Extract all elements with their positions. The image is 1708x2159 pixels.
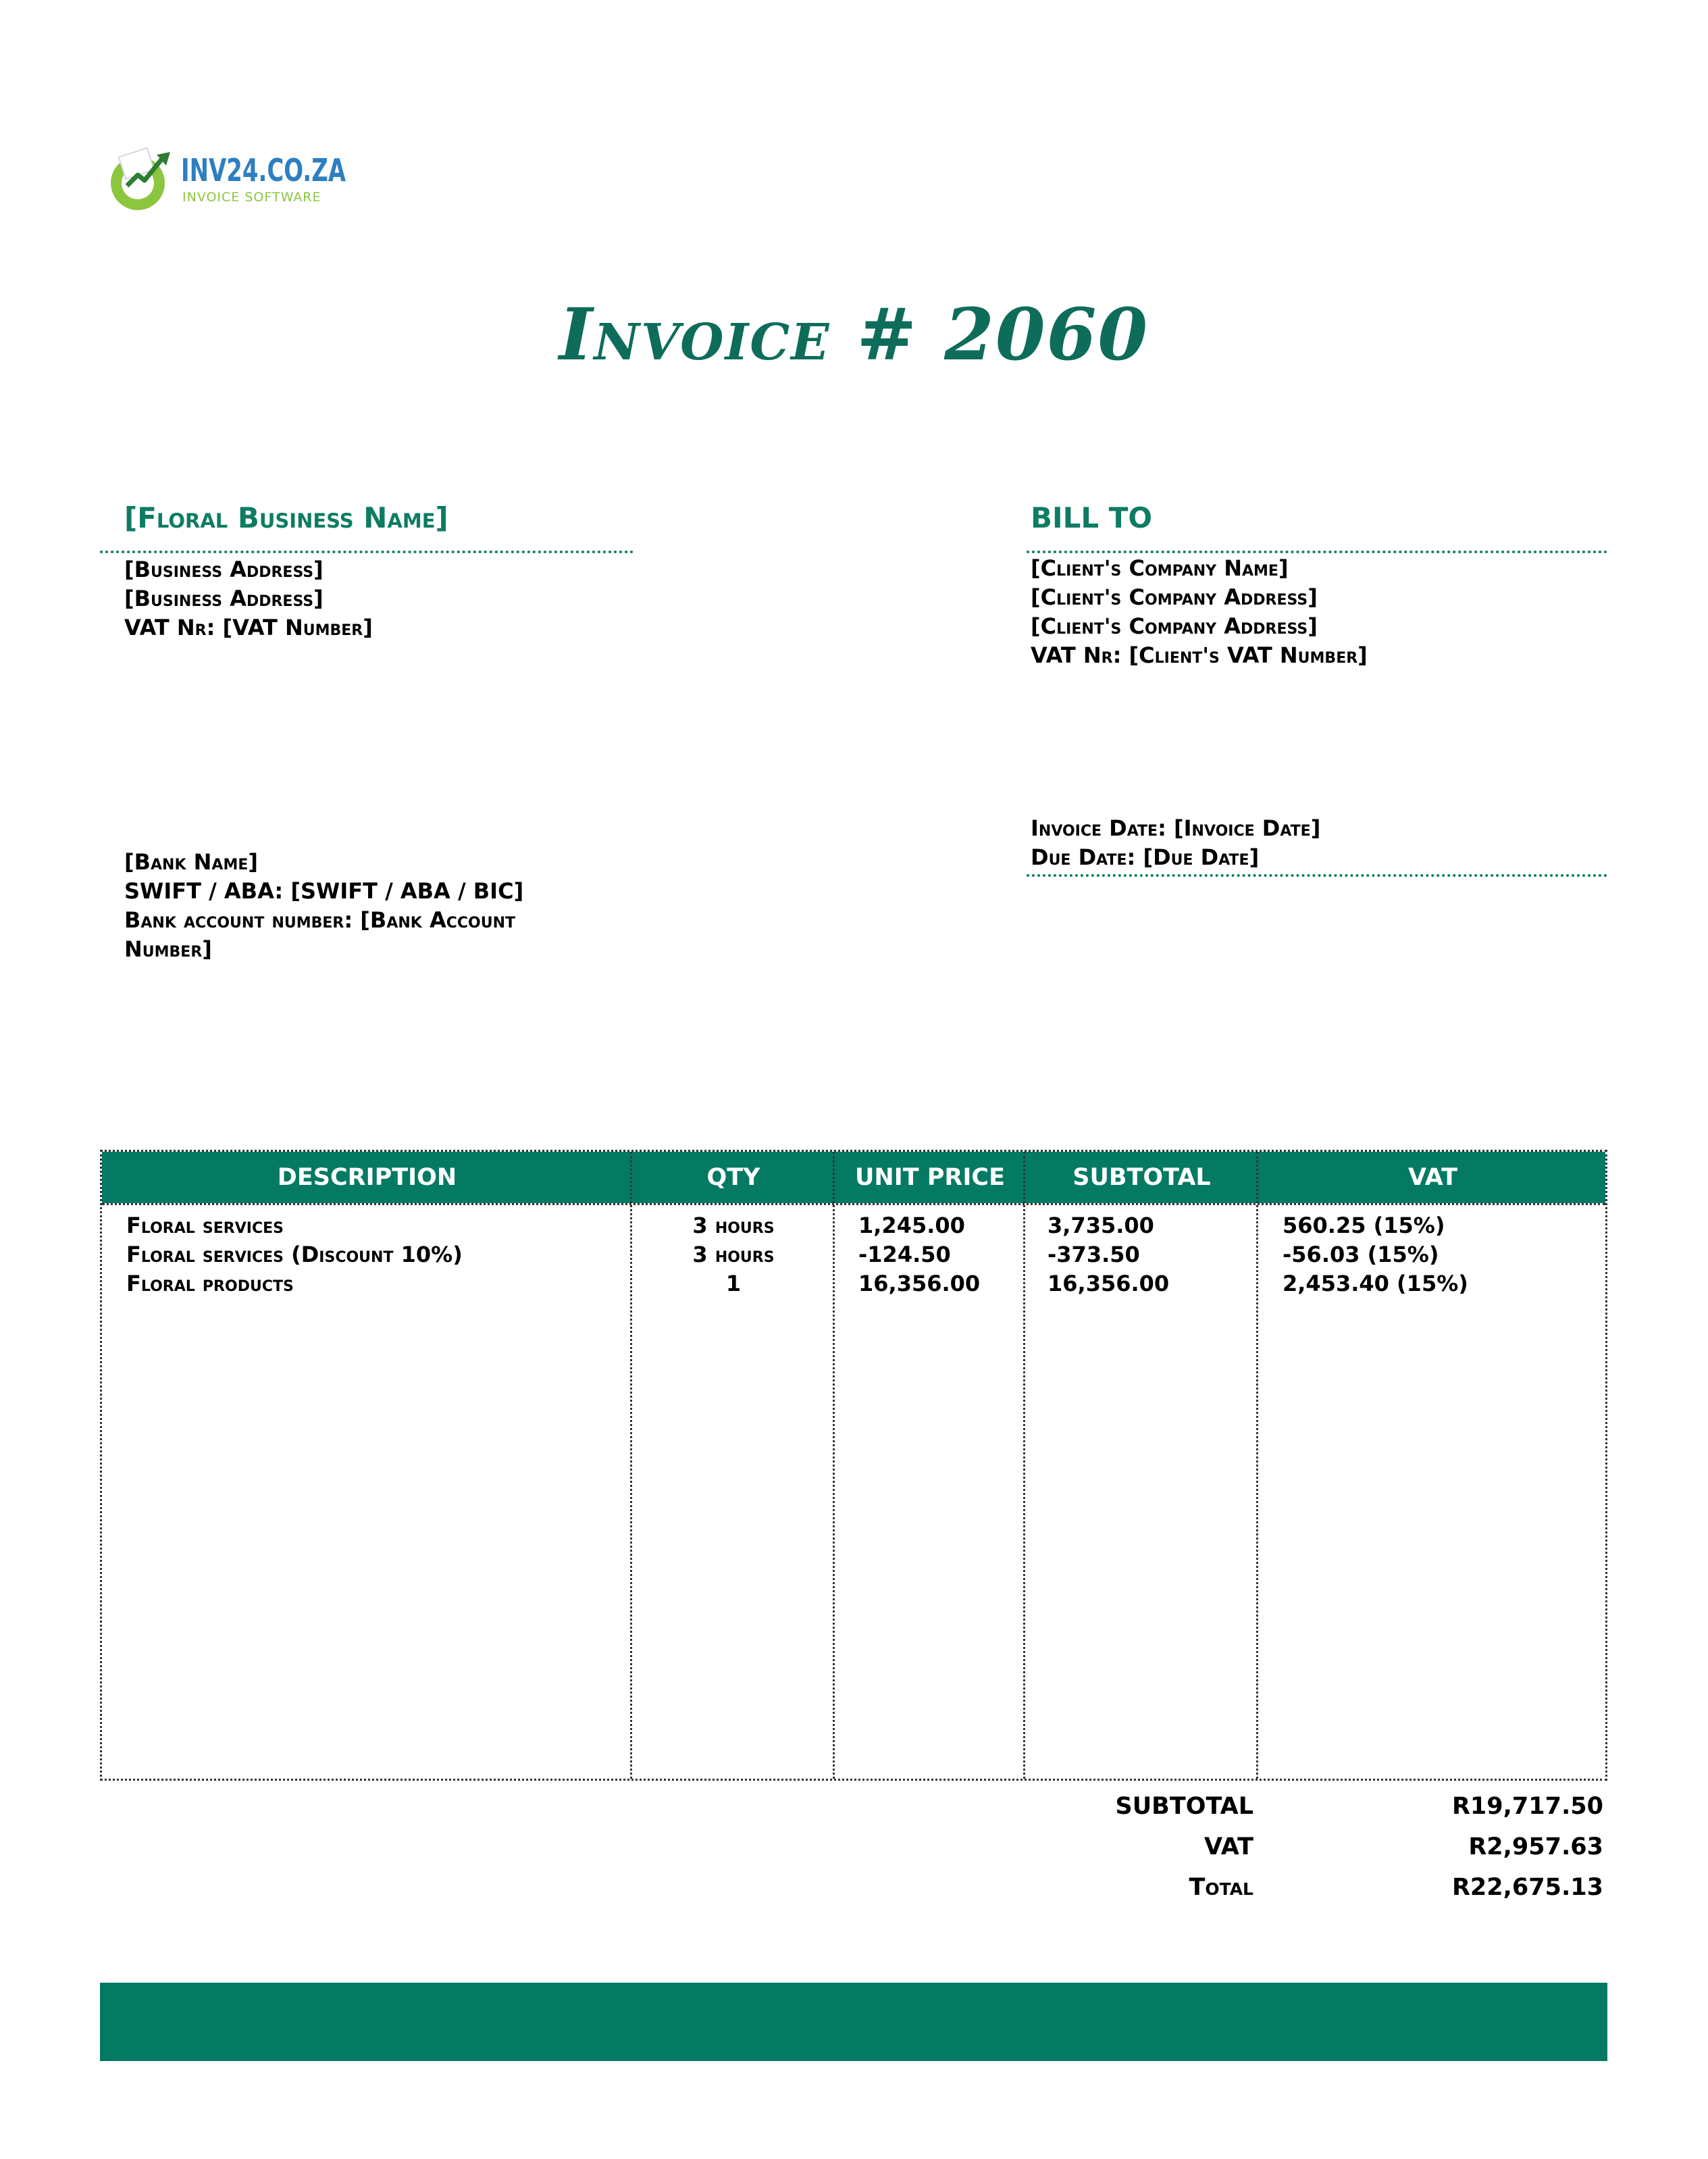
bank-account-line2: Number]: [124, 936, 212, 962]
logo: [108, 145, 351, 213]
row-2-qty: 3 hours: [692, 1242, 775, 1267]
bank-name: [Bank Name]: [124, 849, 258, 875]
logo-title: INV24.CO.ZA: [181, 152, 346, 188]
total-label: Total: [1189, 1874, 1253, 1901]
row-3-description: Floral products: [126, 1271, 294, 1296]
footer-bar: [100, 1983, 1607, 2061]
column-divider: [1256, 1152, 1258, 1779]
client-address-2: [Client's Company Address]: [1031, 613, 1318, 639]
row-2-vat: -56.03 (15%): [1283, 1242, 1439, 1267]
dates-divider: [1027, 874, 1607, 877]
row-3-vat: 2,453.40 (15%): [1283, 1271, 1468, 1296]
bank-account-line1: Bank account number: [Bank Account: [124, 907, 515, 933]
logo-subtitle: INVOICE SOFTWARE: [182, 190, 321, 205]
bank-details-block: [124, 848, 523, 964]
bill-to-divider: [1027, 551, 1607, 553]
row-3-qty: 1: [725, 1271, 742, 1296]
client-block: [1031, 554, 1368, 670]
row-1-vat: 560.25 (15%): [1283, 1213, 1445, 1238]
vat-value: R2,957.63: [1468, 1833, 1603, 1860]
business-name: [Floral Business Name]: [124, 501, 448, 534]
client-vat: VAT Nr: [Client's VAT Number]: [1031, 642, 1368, 668]
row-2-subtotal: -373.50: [1047, 1242, 1140, 1267]
row-3-unit-price: 16,356.00: [858, 1271, 981, 1296]
business-divider: [100, 551, 633, 553]
bank-swift: SWIFT / ABA: [SWIFT / ABA / BIC]: [124, 878, 524, 904]
row-3-subtotal: 16,356.00: [1047, 1271, 1170, 1296]
business-vat: VAT Nr: [VAT Number]: [124, 615, 373, 640]
dates-block: [1031, 814, 1320, 872]
business-address-block: [124, 555, 373, 642]
bill-to-heading: BILL TO: [1031, 501, 1153, 534]
client-address-1: [Client's Company Address]: [1031, 584, 1318, 610]
row-1-subtotal: 3,735.00: [1047, 1213, 1154, 1238]
row-2-description: Floral services (Discount 10%): [126, 1242, 463, 1267]
header-description: DESCRIPTION: [277, 1164, 457, 1191]
items-table: [100, 1150, 1607, 1781]
logo-icon: [108, 145, 176, 213]
column-divider: [1023, 1152, 1025, 1779]
header-divider: [102, 1203, 1605, 1205]
subtotal-label: SUBTOTAL: [1115, 1793, 1253, 1820]
row-1-unit-price: 1,245.00: [858, 1213, 965, 1238]
header-subtotal: SUBTOTAL: [1072, 1164, 1211, 1191]
subtotal-value: R19,717.50: [1451, 1793, 1603, 1820]
row-1-qty: 3 hours: [692, 1213, 775, 1238]
due-date: Due Date: [Due Date]: [1031, 844, 1260, 870]
invoice-date: Invoice Date: [Invoice Date]: [1031, 815, 1321, 841]
business-address-1: [Business Address]: [124, 557, 324, 582]
table-header: [102, 1152, 1605, 1203]
header-vat: VAT: [1408, 1164, 1457, 1191]
invoice-title: Invoice # 2060: [559, 292, 1149, 376]
vat-label: VAT: [1204, 1833, 1253, 1860]
business-address-2: [Business Address]: [124, 586, 324, 611]
header-unit-price: UNIT PRICE: [854, 1164, 1005, 1191]
total-value: R22,675.13: [1451, 1874, 1603, 1901]
row-2-unit-price: -124.50: [858, 1242, 951, 1267]
client-company: [Client's Company Name]: [1031, 555, 1289, 581]
row-1-description: Floral services: [126, 1213, 284, 1238]
header-qty: QTY: [706, 1164, 760, 1191]
